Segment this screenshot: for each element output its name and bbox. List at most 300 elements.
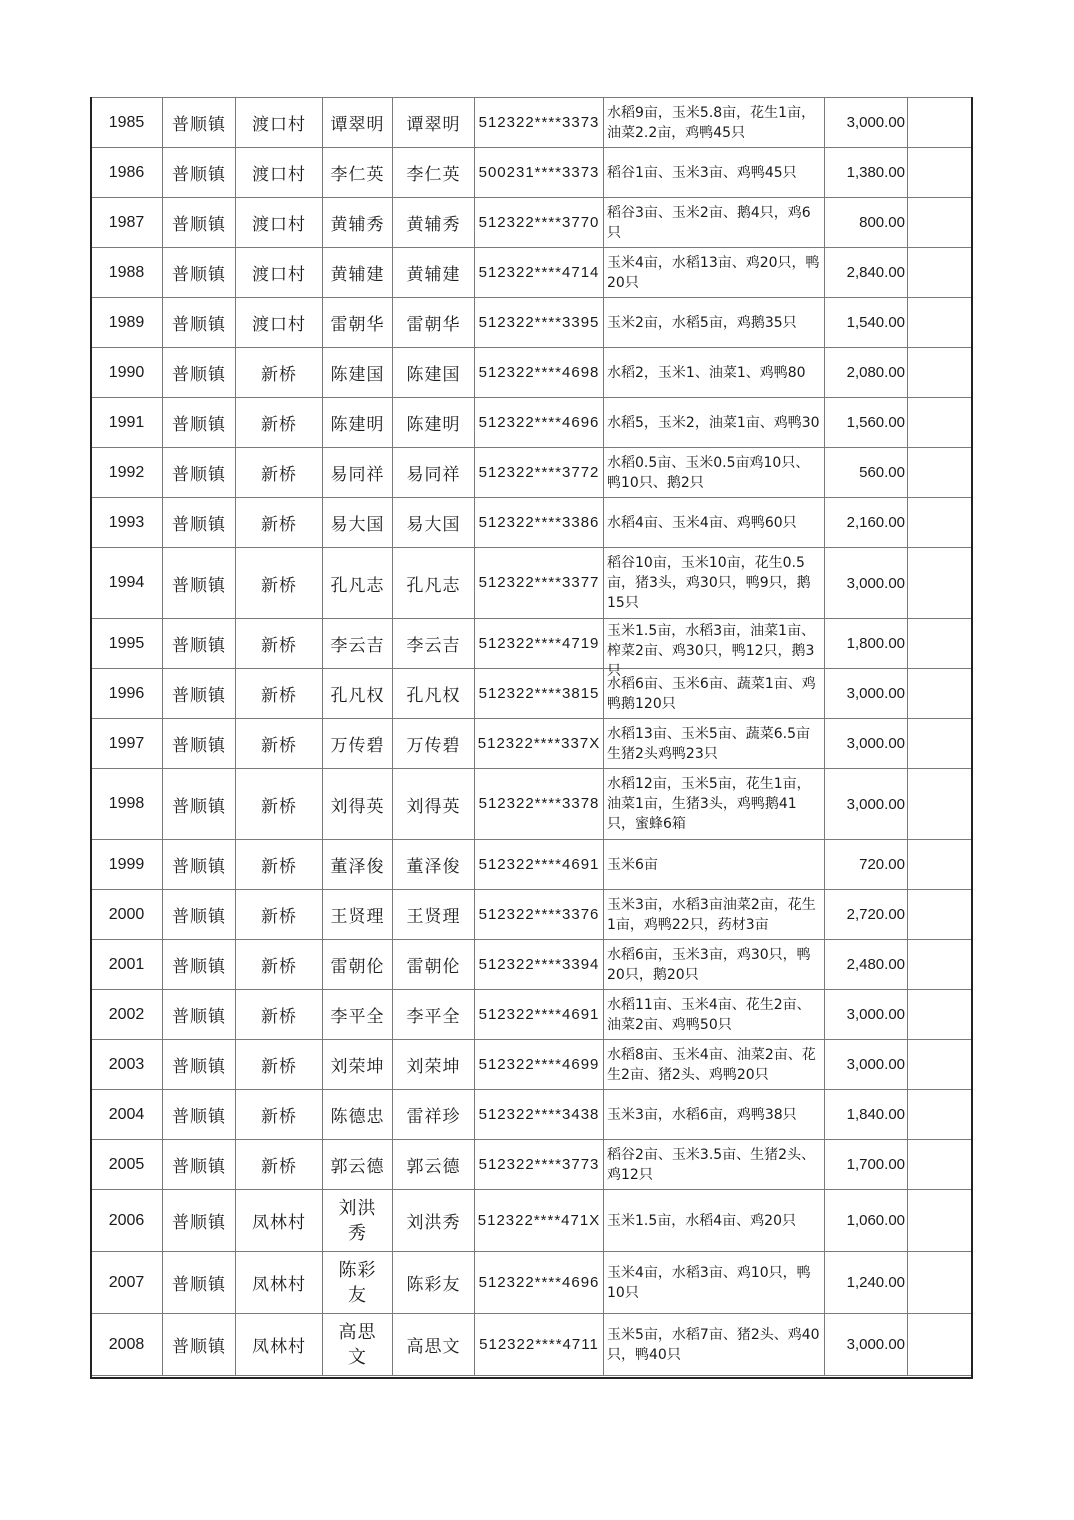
cell-seq-text: 1987: [108, 213, 145, 231]
cell-seq: [91, 669, 163, 719]
cell-amount: [825, 619, 908, 669]
cell-name-text: 刘得英: [330, 796, 385, 817]
cell-description: [604, 148, 825, 198]
cell-payee: [393, 890, 475, 940]
cell-village: [236, 1090, 323, 1140]
cell-description-text: 玉米3亩，水稻3亩油菜2亩，花生1亩，鸡鸭22只，药材3亩: [607, 896, 816, 933]
cell-town: [163, 840, 236, 890]
cell-note: [908, 1040, 973, 1090]
cell-amount-text: 3,000.00: [846, 1056, 905, 1073]
table-right-border: [971, 97, 973, 1378]
cell-id-number: [475, 1140, 604, 1190]
cell-name: [323, 890, 393, 940]
cell-amount-text: 1,540.00: [846, 314, 905, 331]
table-row: [91, 148, 973, 198]
cell-id-number-text: 512322****3394: [478, 955, 600, 973]
cell-id-number-text: 512322****4714: [478, 263, 600, 281]
cell-id-number: [475, 1040, 604, 1090]
cell-seq: [91, 398, 163, 448]
cell-town: [163, 769, 236, 840]
cell-amount-text: 1,240.00: [846, 1274, 905, 1291]
cell-seq-text: 2004: [108, 1105, 145, 1123]
cell-description-text: 水稻13亩、玉米5亩、蔬菜6.5亩生猪2头鸡鸭23只: [607, 725, 810, 762]
cell-payee-text: 陈彩友: [406, 1275, 461, 1295]
cell-id-number-text: 512322****4696: [478, 1273, 600, 1291]
cell-village-text: 新桥: [261, 515, 297, 535]
cell-seq-text: 2006: [108, 1211, 145, 1229]
cell-village: [236, 1040, 323, 1090]
cell-amount-text: 1,800.00: [846, 635, 905, 652]
cell-town-text: 普顺镇: [172, 415, 226, 435]
cell-payee: [393, 248, 475, 298]
cell-name-text: 李仁英: [330, 165, 385, 185]
cell-village: [236, 769, 323, 840]
cell-town: [163, 298, 236, 348]
cell-seq-text: 1999: [108, 855, 145, 873]
cell-village: [236, 448, 323, 498]
cell-amount: [825, 769, 908, 840]
cell-payee-text: 李云吉: [406, 636, 461, 656]
cell-description: [604, 298, 825, 348]
cell-note: [908, 1314, 973, 1376]
cell-village: [236, 1252, 323, 1314]
table-row: [91, 548, 973, 619]
cell-name-text: 黄辅秀: [330, 215, 385, 235]
cell-note: [908, 298, 973, 348]
table-row: [91, 498, 973, 548]
cell-note: [908, 840, 973, 890]
cell-amount-text: 800.00: [859, 214, 905, 231]
cell-name: [323, 1252, 393, 1314]
cell-payee-text: 雷朝伦: [406, 957, 461, 977]
cell-name-text: 孔凡志: [330, 575, 385, 596]
cell-village-text: 新桥: [261, 1157, 297, 1177]
cell-town-text: 普顺镇: [172, 115, 226, 135]
cell-payee-text: 郭云德: [406, 1157, 461, 1177]
cell-village-text: 凤林村: [252, 1275, 306, 1295]
cell-id-number-text: 512322****3395: [478, 313, 600, 331]
cell-description: [604, 498, 825, 548]
cell-amount: [825, 198, 908, 248]
cell-id-number: [475, 890, 604, 940]
cell-name-text: 陈建国: [330, 365, 385, 385]
cell-description: [604, 719, 825, 769]
cell-amount-text: 1,380.00: [846, 164, 905, 181]
cell-amount: [825, 1314, 908, 1376]
cell-seq: [91, 148, 163, 198]
cell-description-text: 玉米5亩，水稻7亩、猪2头、鸡40只，鸭40只: [607, 1326, 820, 1363]
cell-village-text: 新桥: [261, 1107, 297, 1127]
cell-description: [604, 1140, 825, 1190]
cell-town: [163, 940, 236, 990]
cell-payee: [393, 148, 475, 198]
cell-seq: [91, 98, 163, 148]
cell-amount-text: 3,000.00: [846, 795, 905, 813]
cell-name: [323, 98, 393, 148]
cell-payee-text: 孔凡志: [406, 575, 461, 596]
cell-seq-text: 1988: [108, 263, 145, 281]
cell-village: [236, 1140, 323, 1190]
cell-seq: [91, 498, 163, 548]
cell-description: [604, 990, 825, 1040]
cell-town-text: 普顺镇: [172, 1157, 226, 1177]
cell-description: [604, 840, 825, 890]
cell-id-number: [475, 1090, 604, 1140]
cell-name: [323, 298, 393, 348]
cell-village-text: 新桥: [261, 575, 297, 596]
cell-town-text: 普顺镇: [172, 1213, 226, 1233]
cell-description-text: 稻谷1亩、玉米3亩、鸡鸭45只: [607, 164, 797, 181]
cell-name: [323, 198, 393, 248]
cell-description: [604, 1040, 825, 1090]
cell-seq-text: 1997: [108, 734, 145, 752]
cell-id-number-text: 512322****4699: [478, 1055, 600, 1073]
cell-town: [163, 1140, 236, 1190]
cell-payee-text: 易大国: [406, 515, 461, 535]
cell-id-number: [475, 619, 604, 669]
cell-payee: [393, 548, 475, 619]
cell-description-text: 水稻11亩、玉米4亩、花生2亩、油菜2亩、鸡鸭50只: [607, 996, 811, 1033]
cell-village: [236, 348, 323, 398]
cell-payee: [393, 348, 475, 398]
cell-name: [323, 248, 393, 298]
cell-village: [236, 840, 323, 890]
cell-id-number: [475, 148, 604, 198]
table-row: [91, 1140, 973, 1190]
cell-seq: [91, 348, 163, 398]
cell-description: [604, 1190, 825, 1252]
cell-description-text: 玉米4亩，水稻13亩、鸡20只，鸭20只: [607, 254, 820, 291]
table-row: [91, 1252, 973, 1314]
cell-village: [236, 669, 323, 719]
cell-note: [908, 990, 973, 1040]
cell-description: [604, 398, 825, 448]
cell-town-text: 普顺镇: [172, 907, 226, 927]
cell-town: [163, 498, 236, 548]
cell-description-text: 稻谷10亩，玉米10亩，花生0.5亩，猪3头，鸡30只，鸭9只，鹅15只: [607, 555, 811, 611]
cell-village-text: 新桥: [261, 857, 297, 877]
cell-town-text: 普顺镇: [172, 465, 226, 485]
cell-name-text: 雷朝华: [330, 315, 385, 335]
cell-town: [163, 198, 236, 248]
cell-description-text: 水稻8亩、玉米4亩、油菜2亩、花生2亩、猪2头、鸡鸭20只: [607, 1046, 816, 1083]
cell-name-text: 谭翠明: [330, 115, 385, 135]
cell-town: [163, 719, 236, 769]
cell-id-number-text: 512322****337X: [477, 734, 601, 752]
cell-payee: [393, 669, 475, 719]
table-bottom-border: [90, 1377, 973, 1379]
cell-id-number: [475, 840, 604, 890]
cell-id-number-text: 512322****4691: [478, 855, 600, 873]
cell-note: [908, 1090, 973, 1140]
cell-town: [163, 348, 236, 398]
cell-description-text: 水稻12亩，玉米5亩，花生1亩，油菜1亩，生猪3头，鸡鸭鹅41只，蜜蜂6箱: [607, 776, 811, 832]
cell-id-number-text: 512322****3376: [478, 905, 600, 923]
cell-amount: [825, 1140, 908, 1190]
cell-name-text: 雷朝伦: [330, 957, 385, 977]
cell-id-number-text: 512322****3773: [478, 1155, 600, 1173]
table-row: [91, 398, 973, 448]
cell-description: [604, 769, 825, 840]
cell-village: [236, 890, 323, 940]
cell-id-number: [475, 1252, 604, 1314]
cell-village: [236, 1314, 323, 1376]
cell-description-text: 水稻6亩、玉米6亩、蔬菜1亩、鸡鸭鹅120只: [607, 675, 816, 712]
cell-village-text: 新桥: [261, 1057, 297, 1077]
cell-description: [604, 940, 825, 990]
cell-name: [323, 619, 393, 669]
cell-amount-text: 3,000.00: [846, 114, 905, 131]
cell-description: [604, 448, 825, 498]
cell-seq: [91, 1252, 163, 1314]
cell-description-text: 水稻5，玉米2，油菜1亩、鸡鸭30: [607, 414, 820, 431]
cell-amount: [825, 1090, 908, 1140]
cell-village-text: 新桥: [261, 415, 297, 435]
cell-seq: [91, 448, 163, 498]
cell-amount: [825, 1252, 908, 1314]
cell-amount: [825, 248, 908, 298]
cell-seq: [91, 298, 163, 348]
table-body: [91, 98, 973, 1376]
cell-payee-text: 高思文: [406, 1337, 461, 1357]
cell-amount: [825, 398, 908, 448]
cell-id-number-text: 512322****3373: [478, 113, 600, 131]
cell-description-text: 水稻0.5亩、玉米0.5亩鸡10只、鸭10只、鹅2只: [607, 454, 810, 491]
cell-description: [604, 669, 825, 719]
cell-town: [163, 1314, 236, 1376]
cell-payee: [393, 1252, 475, 1314]
cell-name: [323, 1140, 393, 1190]
cell-name: [323, 348, 393, 398]
cell-village-text: 新桥: [261, 796, 297, 817]
cell-id-number: [475, 398, 604, 448]
cell-town: [163, 669, 236, 719]
cell-seq-text: 2008: [108, 1335, 145, 1353]
cell-description-text: 玉米1.5亩，水稻4亩、鸡20只: [607, 1212, 796, 1229]
cell-town: [163, 398, 236, 448]
cell-seq: [91, 719, 163, 769]
cell-amount-text: 3,000.00: [846, 735, 905, 752]
cell-amount-text: 2,840.00: [846, 264, 905, 281]
cell-payee-text: 黄辅秀: [406, 215, 461, 235]
table-row: [91, 840, 973, 890]
cell-amount-text: 3,000.00: [846, 574, 905, 592]
cell-description: [604, 548, 825, 619]
cell-seq: [91, 940, 163, 990]
cell-name: [323, 1090, 393, 1140]
cell-seq: [91, 1040, 163, 1090]
cell-seq-text: 1998: [108, 795, 145, 812]
cell-id-number-text: 512322****3386: [478, 513, 600, 531]
cell-name: [323, 990, 393, 1040]
subsidy-table: [90, 97, 973, 1376]
cell-town: [163, 1040, 236, 1090]
cell-village-text: 新桥: [261, 365, 297, 385]
cell-payee: [393, 1040, 475, 1090]
cell-payee: [393, 719, 475, 769]
cell-town-text: 普顺镇: [172, 215, 226, 235]
table-row: [91, 248, 973, 298]
cell-payee-text: 刘洪秀: [406, 1213, 461, 1233]
cell-name-text: 易同祥: [330, 465, 385, 485]
cell-name-text: 董泽俊: [330, 857, 385, 877]
cell-seq: [91, 990, 163, 1040]
cell-id-number: [475, 448, 604, 498]
cell-payee-text: 雷祥珍: [406, 1107, 461, 1127]
cell-description: [604, 1314, 825, 1376]
cell-amount: [825, 940, 908, 990]
cell-seq-text: 1995: [108, 634, 145, 652]
cell-id-number: [475, 198, 604, 248]
cell-id-number-text: 512322****3815: [478, 684, 600, 702]
cell-note: [908, 1140, 973, 1190]
cell-name: [323, 148, 393, 198]
cell-amount: [825, 348, 908, 398]
cell-name-text: 高思文: [338, 1321, 377, 1368]
cell-town-text: 普顺镇: [172, 265, 226, 285]
cell-village-text: 渡口村: [252, 165, 306, 185]
cell-seq-text: 1990: [108, 363, 145, 381]
cell-seq-text: 1986: [108, 163, 145, 181]
cell-town: [163, 619, 236, 669]
cell-id-number: [475, 498, 604, 548]
table-row: [91, 98, 973, 148]
table-left-border: [90, 97, 92, 1378]
cell-seq-text: 1992: [108, 463, 145, 481]
cell-seq: [91, 1140, 163, 1190]
cell-payee-text: 刘荣坤: [406, 1057, 461, 1077]
cell-town: [163, 1252, 236, 1314]
cell-village-text: 渡口村: [252, 215, 306, 235]
cell-note: [908, 769, 973, 840]
cell-seq: [91, 248, 163, 298]
cell-town-text: 普顺镇: [172, 165, 226, 185]
cell-payee-text: 孔凡权: [406, 686, 461, 706]
cell-amount: [825, 298, 908, 348]
cell-id-number-text: 512322****3438: [478, 1105, 600, 1123]
cell-town-text: 普顺镇: [172, 365, 226, 385]
cell-seq-text: 1993: [108, 513, 145, 531]
cell-amount-text: 2,480.00: [846, 956, 905, 973]
cell-description-text: 水稻9亩，玉米5.8亩，花生1亩，油菜2.2亩，鸡鸭45只: [607, 104, 816, 141]
cell-description-text: 稻谷2亩、玉米3.5亩、生猪2头、鸡12只: [607, 1146, 816, 1183]
cell-id-number-text: 500231****3373: [478, 163, 600, 181]
cell-payee: [393, 98, 475, 148]
cell-payee: [393, 1190, 475, 1252]
cell-seq-text: 2001: [108, 955, 145, 973]
cell-name-text: 郭云德: [330, 1157, 385, 1177]
cell-payee: [393, 398, 475, 448]
cell-note: [908, 448, 973, 498]
cell-village-text: 新桥: [261, 636, 297, 656]
table-row: [91, 448, 973, 498]
cell-description-text: 稻谷3亩、玉米2亩、鹅4只，鸡6只: [607, 204, 811, 241]
cell-amount-text: 2,080.00: [846, 364, 905, 381]
cell-seq: [91, 548, 163, 619]
cell-description-text: 水稻6亩，玉米3亩，鸡30只，鸭20只，鹅20只: [607, 946, 811, 983]
cell-payee-text: 陈建明: [406, 415, 461, 435]
cell-payee: [393, 1314, 475, 1376]
cell-town: [163, 890, 236, 940]
cell-seq-text: 2002: [108, 1005, 145, 1023]
cell-seq-text: 1991: [108, 413, 145, 431]
cell-note: [908, 619, 973, 669]
cell-id-number: [475, 98, 604, 148]
cell-description: [604, 1090, 825, 1140]
cell-name: [323, 1314, 393, 1376]
cell-name: [323, 719, 393, 769]
cell-town-text: 普顺镇: [172, 1107, 226, 1127]
cell-description: [604, 1252, 825, 1314]
cell-town: [163, 1190, 236, 1252]
cell-description-text: 玉米1.5亩，水稻3亩，油菜1亩、榨菜2亩、鸡30只，鸭12只，鹅3只: [607, 622, 816, 679]
cell-name: [323, 448, 393, 498]
cell-seq-text: 2007: [108, 1273, 145, 1291]
cell-payee: [393, 448, 475, 498]
cell-seq-text: 1989: [108, 313, 145, 331]
table-row: [91, 890, 973, 940]
cell-payee-text: 雷朝华: [406, 315, 461, 335]
cell-town-text: 普顺镇: [172, 515, 226, 535]
cell-seq-text: 1985: [108, 113, 145, 131]
cell-id-number: [475, 248, 604, 298]
table-row: [91, 1040, 973, 1090]
cell-village-text: 凤林村: [252, 1337, 306, 1357]
cell-name-text: 陈建明: [330, 415, 385, 435]
cell-amount: [825, 719, 908, 769]
cell-payee-text: 董泽俊: [406, 857, 461, 877]
cell-id-number: [475, 940, 604, 990]
cell-id-number-text: 512322****3770: [478, 213, 600, 231]
cell-id-number-text: 512322****4698: [478, 363, 600, 381]
cell-description: [604, 198, 825, 248]
cell-note: [908, 348, 973, 398]
cell-town-text: 普顺镇: [172, 636, 226, 656]
cell-amount: [825, 990, 908, 1040]
cell-description-text: 玉米6亩: [607, 856, 658, 873]
cell-note: [908, 98, 973, 148]
cell-payee-text: 万传碧: [406, 736, 461, 756]
cell-village-text: 渡口村: [252, 115, 306, 135]
cell-id-number-text: 512322****3377: [478, 574, 600, 591]
cell-id-number-text: 512322****3378: [478, 795, 600, 812]
cell-payee: [393, 940, 475, 990]
cell-village: [236, 398, 323, 448]
cell-seq: [91, 890, 163, 940]
table-row: [91, 719, 973, 769]
cell-town-text: 普顺镇: [172, 857, 226, 877]
cell-description: [604, 619, 825, 679]
cell-village-text: 新桥: [261, 686, 297, 706]
cell-village: [236, 719, 323, 769]
cell-note: [908, 248, 973, 298]
cell-payee: [393, 840, 475, 890]
cell-village: [236, 198, 323, 248]
cell-amount: [825, 669, 908, 719]
cell-village: [236, 548, 323, 619]
table-row: [91, 348, 973, 398]
cell-village-text: 新桥: [261, 957, 297, 977]
cell-name-text: 陈彩友: [338, 1259, 377, 1306]
cell-village: [236, 148, 323, 198]
cell-town: [163, 990, 236, 1040]
cell-town: [163, 1090, 236, 1140]
cell-description: [604, 98, 825, 148]
cell-note: [908, 890, 973, 940]
cell-description-text: 玉米3亩，水稻6亩，鸡鸭38只: [607, 1106, 797, 1123]
cell-id-number-text: 512322****3772: [478, 463, 600, 481]
cell-description-text: 水稻2，玉米1、油菜1、鸡鸭80: [607, 364, 806, 381]
